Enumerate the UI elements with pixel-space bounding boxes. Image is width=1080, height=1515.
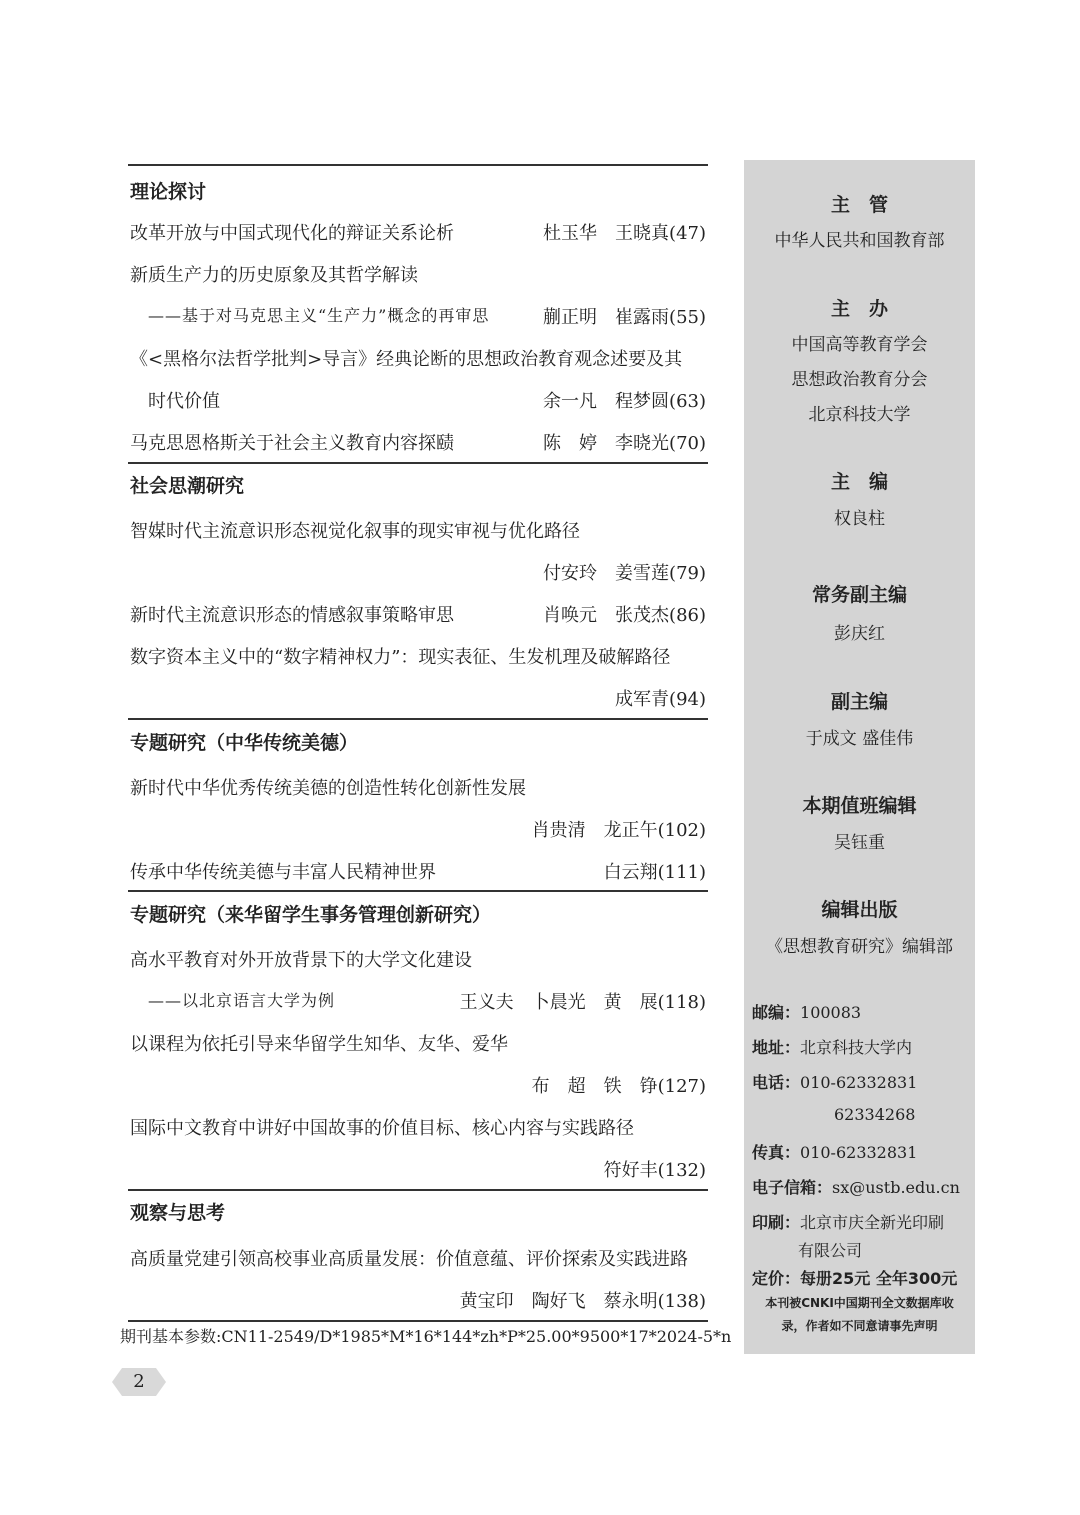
journal-parameters: 期刊基本参数:CN11-2549/D*1985*M*16*144*zh*P*25.00*9500*17*2024-5*n (120, 1327, 732, 1346)
article-title: 国际中文教育中讲好中国故事的价值目标、核心内容与实践路径 (130, 1118, 634, 1139)
price: 定价：每册25元 全年300元 (752, 1269, 958, 1288)
exec-deputy-label: 常务副主编 (811, 584, 907, 606)
phone-secondary: 62334268 (834, 1105, 916, 1124)
address-value: 北京科技大学内 (800, 1038, 913, 1057)
page-number: 2 (133, 1371, 145, 1392)
section-rule (128, 1320, 708, 1322)
article-title: 传承中华传统美德与丰富人民精神世界 (130, 862, 436, 883)
article-title: 马克思恩格斯关于社会主义教育内容探赜 (130, 433, 454, 454)
cnki-note: 本刊被CNKI中国期刊全文数据库收 (765, 1296, 954, 1310)
article-title: 新时代主流意识形态的情感叙事策略审思 (130, 605, 454, 626)
duty-editor: 吴钰重 (834, 833, 885, 853)
supervisor-label: 主 管 (830, 194, 888, 216)
postcode-label: 邮编： (752, 1003, 801, 1022)
sponsor-item: 中国高等教育学会 (791, 335, 928, 355)
article-title: 高水平教育对外开放背景下的大学文化建设 (130, 950, 472, 971)
postcode (752, 1000, 861, 1023)
article-authors: 陈 婷 李晓光(70) (543, 433, 706, 454)
section-rule (128, 1189, 708, 1191)
publisher-label: 编辑出版 (821, 899, 898, 921)
printer-value: 北京市庆全新光印刷 (800, 1213, 945, 1232)
fax-label: 传真： (752, 1143, 801, 1162)
sponsor-item: 思想政治教育分会 (791, 370, 928, 390)
supervisor: 中华人民共和国教育部 (774, 231, 945, 251)
duty-editor-label: 本期值班编辑 (802, 795, 917, 817)
article-title: 新时代中华优秀传统美德的创造性转化创新性发展 (130, 778, 526, 799)
section-title-social-thought: 社会思潮研究 (130, 475, 245, 497)
article-title: 改革开放与中国式现代化的辩证关系论析 (130, 223, 454, 244)
deputy-label: 副主编 (830, 691, 888, 713)
fax (752, 1140, 917, 1163)
article-title: 新质生产力的历史原象及其哲学解读 (130, 265, 418, 286)
article-title: 高质量党建引领高校事业高质量发展：价值意蕴、评价探索及实践进路 (130, 1249, 688, 1270)
fax-value: 010-62332831 (800, 1143, 918, 1162)
cnki-note-continued: 录，作者如不同意请事先声明 (781, 1319, 938, 1333)
article-authors: 布 超 铁 铮(127) (531, 1076, 706, 1097)
email-value: sx@ustb.edu.cn (832, 1178, 960, 1197)
publisher: 《思想教育研究》编辑部 (766, 937, 953, 957)
postcode-value: 100083 (800, 1003, 862, 1022)
page-number-badge (112, 1368, 166, 1396)
article-authors: 肖唤元 张茂杰(86) (543, 605, 706, 626)
article-authors: 白云翔(111) (603, 862, 706, 883)
printer-label: 印刷： (752, 1213, 801, 1232)
article-authors: 余一凡 程梦圆(63) (543, 391, 706, 412)
phone-label: 电话： (752, 1073, 801, 1092)
printer-continued: 有限公司 (798, 1241, 863, 1260)
section-rule (128, 164, 708, 166)
article-subtitle: ——以北京语言大学为例 (148, 991, 336, 1010)
editor-label: 主 编 (830, 471, 888, 493)
article-title: 智媒时代主流意识形态视觉化叙事的现实审视与优化路径 (130, 521, 580, 542)
section-title-international-students: 专题研究（来华留学生事务管理创新研究） (130, 904, 492, 926)
article-authors: 王义夫 卜晨光 黄 展(118) (459, 992, 706, 1013)
printer (752, 1210, 944, 1233)
exec-deputy: 彭庆红 (834, 624, 885, 644)
phone-value: 010-62332831 (800, 1073, 918, 1092)
article-subtitle: ——基于对马克思主义“生产力”概念的再审思 (148, 306, 490, 325)
article-authors: 符好丰(132) (603, 1160, 706, 1181)
editor: 权良柱 (834, 509, 885, 529)
sponsor-label: 主 办 (830, 298, 888, 320)
article-authors: 成军青(94) (615, 689, 706, 710)
address-label: 地址： (752, 1038, 801, 1057)
section-rule (128, 718, 708, 720)
article-authors: 蒯正明 崔露雨(55) (543, 307, 706, 328)
article-authors: 黄宝印 陶好飞 蔡永明(138) (459, 1291, 706, 1312)
section-title-traditional-virtues: 专题研究（中华传统美德） (130, 732, 359, 754)
phone (752, 1070, 917, 1093)
sponsor-item: 北京科技大学 (808, 405, 911, 425)
section-title-theory: 理论探讨 (130, 181, 207, 203)
section-rule (128, 462, 708, 464)
address (752, 1035, 912, 1058)
deputies: 于成文 盛佳伟 (805, 729, 914, 749)
article-title: 数字资本主义中的“数字精神权力”：现实表征、生发机理及破解路径 (130, 647, 671, 668)
article-title: 以课程为依托引导来华留学生知华、友华、爱华 (130, 1034, 508, 1055)
email (752, 1175, 960, 1198)
article-authors: 杜玉华 王晓真(47) (543, 223, 706, 244)
article-authors: 付安玲 姜雪莲(79) (543, 563, 706, 584)
section-title-observation: 观察与思考 (130, 1202, 226, 1224)
email-label: 电子信箱： (752, 1178, 833, 1197)
section-rule (128, 890, 708, 892)
article-authors: 肖贵清 龙正午(102) (531, 820, 706, 841)
article-title: 《<黑格尔法哲学批判>导言》经典论断的思想政治教育观念述要及其 (130, 349, 683, 370)
masthead-sidebar (744, 160, 975, 1354)
article-title: 时代价值 (148, 391, 220, 412)
